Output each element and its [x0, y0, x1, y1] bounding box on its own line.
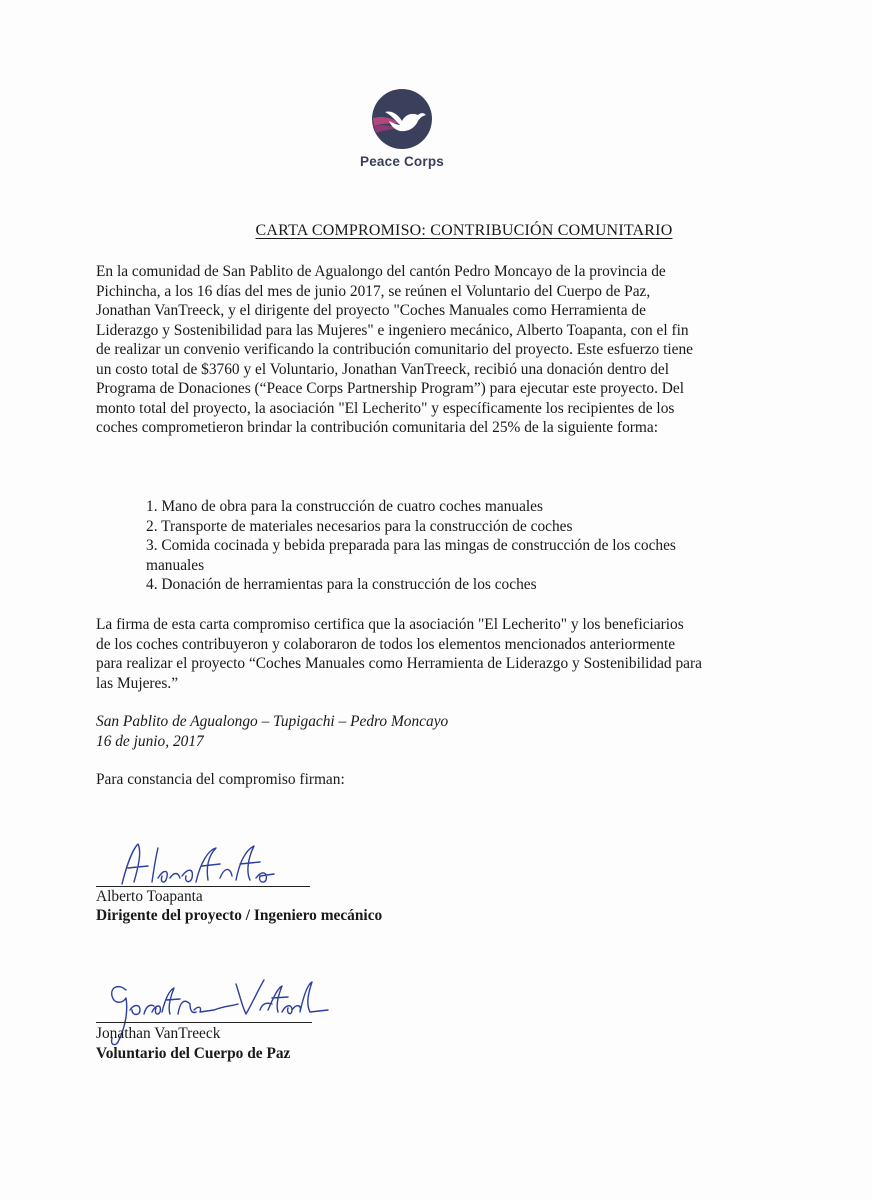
signer-role: Voluntario del Cuerpo de Paz: [96, 1045, 291, 1062]
place-line: San Pablito de Agualongo – Tupigachi – Pedro Moncayo: [96, 713, 449, 730]
date-line: 16 de junio, 2017: [96, 732, 204, 750]
signature-line: [96, 886, 310, 887]
list-item: 1. Mano de obra para la construcción de cuatro coches manuales: [146, 498, 544, 515]
signature-alberto-toapanta: [108, 838, 278, 890]
logo-text: Peace Corps: [360, 154, 444, 169]
list-item: 4. Donación de herramientas para la construcción de los coches: [146, 576, 537, 593]
peace-corps-logo: [352, 88, 452, 169]
letter-title-text: CARTA COMPROMISO: CONTRIBUCIÓN COMUNITARIO: [255, 222, 673, 239]
letter-title: [0, 222, 872, 240]
intro-paragraph: En la comunidad de San Pablito de Agualongo del cantón Pedro Moncayo de la provincia de Pichincha, a los 16 días del mes de junio 2017, se reúnen el Voluntario del Cuerpo de Paz, Jonathan VanTreeck, y el dirigente del proyecto "Coches Manuales como Herramienta de Liderazgo y Sostenibilidad para las Mujeres" e ingeniero mecánico, Alberto Toapanta, con el fin de realizar un convenio verificando la contribución comunitario del proyecto. Este esfuerzo tiene un costo total de $3760 y el Voluntario, Jonathan VanTreeck, recibió una donación dentro del Programa de Donaciones (“Peace Corps Partnership Program”) para ejecutar este proyecto. Del monto total del proyecto, la asociación "El Lecherito" y específicamente los recipientes de los coches comprometieron brindar la contribución comunitaria del 25% de la siguiente forma:: [96, 263, 693, 436]
contribution-list: [146, 497, 706, 595]
signing-statement: Para constancia del compromiso firman:: [96, 771, 345, 788]
signer-name: Alberto Toapanta: [96, 888, 203, 905]
signature-line: [96, 1022, 312, 1023]
list-item: 3. Comida cocinada y bebida preparada para las mingas de construcción de los coches manuales: [146, 537, 676, 574]
list-item: 2. Transporte de materiales necesarios para la construcción de coches: [146, 517, 573, 535]
signer-name: Jonathan VanTreeck: [96, 1025, 221, 1042]
dove-icon: [371, 88, 433, 150]
place-and-date: [96, 712, 448, 751]
signer-role: Dirigente del proyecto / Ingeniero mecánico: [96, 907, 383, 924]
certification-paragraph: La firma de esta carta compromiso certifica que la asociación "El Lecherito" y los beneficiarios de los coches contribuyeron y colaboraron de todos los elementos mencionados anteriormente para realizar el proyecto “Coches Manuales como Herramienta de Liderazgo y Sostenibilidad para las Mujeres.”: [96, 616, 702, 692]
